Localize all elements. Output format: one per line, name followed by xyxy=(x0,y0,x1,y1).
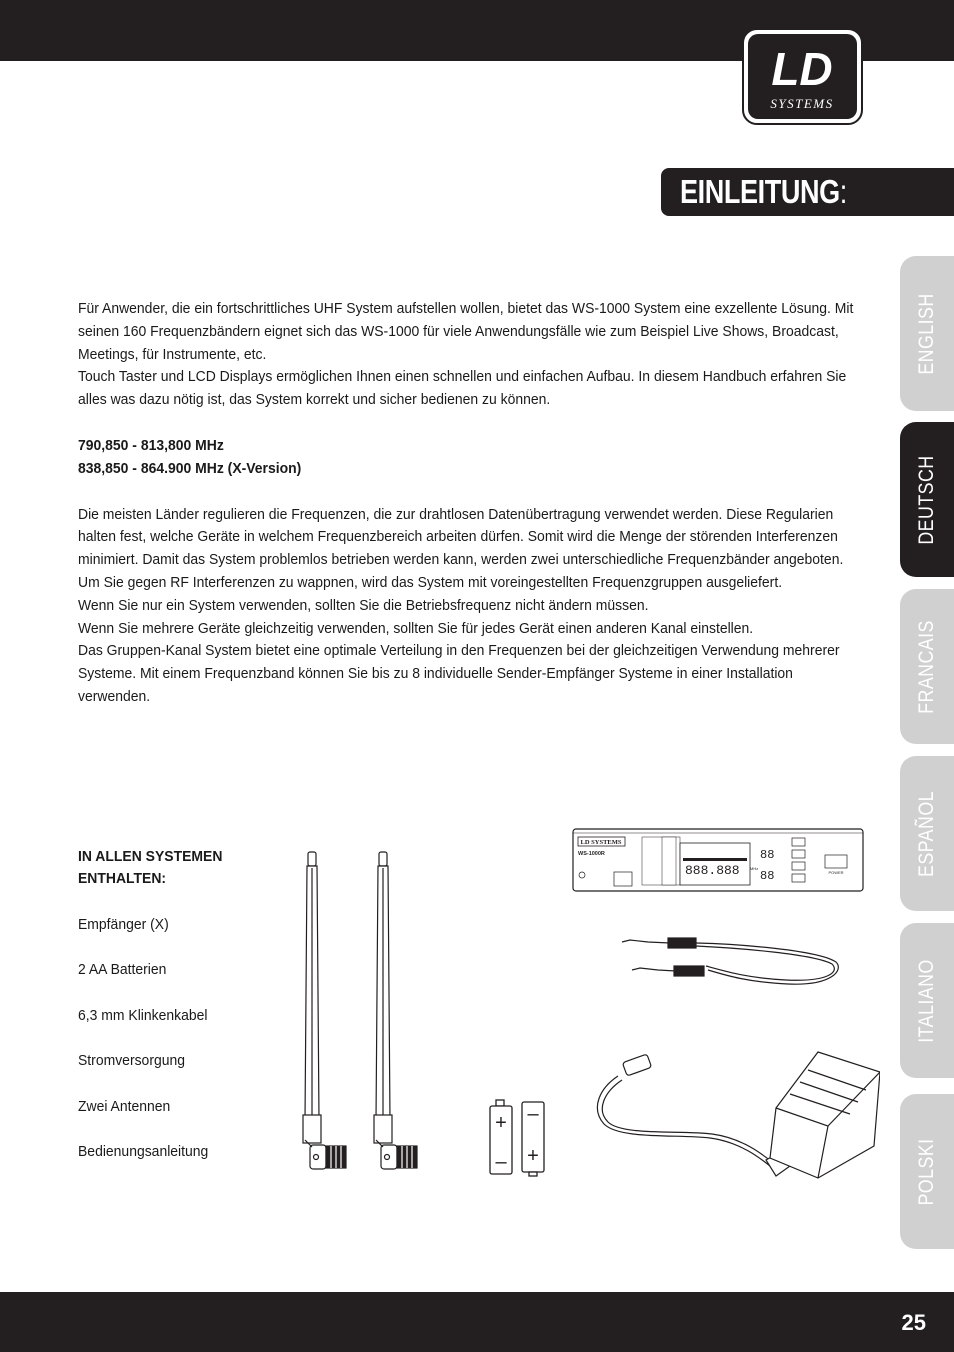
logo-main-text: LD xyxy=(771,43,833,95)
receiver-power-label: POWER xyxy=(828,870,844,875)
ld-systems-logo xyxy=(742,28,863,125)
receiver-lcd-main: 888.888 xyxy=(685,863,740,878)
receiver-model: WS-1000R xyxy=(578,851,605,857)
included-list xyxy=(78,846,222,1163)
receiver-brand: LD SYSTEMS xyxy=(580,839,622,846)
intro-paragraph-5: Wenn Sie mehrere Geräte gleichzeitig verwenden, sollten Sie für jedes Gerät einen anderen Kanal einstellen. xyxy=(78,619,754,637)
intro-paragraph-6: Das Gruppen-Kanal System bietet eine optimale Verteilung in den Frequenzen bei der gleichzeitigen Verwendung mehrerer Systeme. Mit einem Frequenzband können Sie bis zu 8 individuelle Sender-Empfänger Systeme in einer Installation verwenden. xyxy=(78,642,840,705)
intro-paragraph-3: Die meisten Länder regulieren die Frequenzen, die zur drahtlosen Datenübertragung verwendet werden. Diese Regularien halten fest, welche Geräte in welchem Frequenzbereich arbeiten dürfen. Somit wird die Menge der störenden Interferenzen minimiert. Damit das System problemlos betrieben werden kann, werden zwei unterschiedliche Frequenzbänder angeboten. Um Sie gegen RF Interferenzen zu wappnen, wird das System mit voreingestellten Frequenzgruppen ausgeliefert. xyxy=(78,505,844,591)
battery-minus-1: – xyxy=(495,1151,507,1173)
intro-paragraph-2: Touch Taster und LCD Displays ermöglichen Ihnen einen schnellen und einfachen Aufbau. In diesem Handbuch erfahren Sie alles was dazu nötig ist, das System korrekt und sicher bedienen zu können. xyxy=(78,368,847,409)
tab-deutsch[interactable]: DEUTSCH xyxy=(900,422,954,577)
frequency-range-1: 790,850 - 813,800 MHz xyxy=(78,436,224,454)
receiver-lcd-small-1: 88 xyxy=(760,848,775,862)
included-item: Empfänger (X) xyxy=(78,915,169,933)
tab-italiano[interactable]: ITALIANO xyxy=(900,923,954,1078)
jack-cable-illustration xyxy=(618,930,842,994)
included-item: Zwei Antennen xyxy=(78,1097,171,1115)
included-heading: IN ALLEN SYSTEMEN ENTHALTEN: xyxy=(78,848,223,887)
included-item: 2 AA Batterien xyxy=(78,961,167,978)
intro-paragraph-1: Für Anwender, die ein fortschrittliches UHF System aufstellen wollen, bietet das WS-1000 System eine exzellente Lösung. Mit seinen 160 Frequenzbändern eignet sich das WS-1000 für viele Anwendungsfälle wie zum Beispiel Live Shows, Broadcast, Meetings, für Instrumente, etc. xyxy=(78,300,854,363)
page-title: EINLEITUNG: xyxy=(680,173,847,210)
receiver-lcd-small-2: 88 xyxy=(760,869,775,883)
intro-text xyxy=(78,298,869,709)
included-item: Stromversorgung xyxy=(78,1052,186,1069)
tab-polski[interactable]: POLSKI xyxy=(900,1094,954,1249)
tab-francais[interactable]: FRANCAIS xyxy=(900,589,954,744)
included-item: 6,3 mm Klinkenkabel xyxy=(78,1006,208,1024)
batteries-illustration xyxy=(486,1098,548,1178)
bottom-bar xyxy=(0,1292,954,1352)
page-number: 25 xyxy=(901,1310,926,1335)
antenna-2 xyxy=(374,852,417,1169)
tab-espanol[interactable]: ESPAÑOL xyxy=(900,756,954,911)
logo-sub-text: SYSTEMS xyxy=(770,96,834,111)
battery-plus-2: + xyxy=(527,1145,539,1167)
battery-plus-1: + xyxy=(495,1112,507,1134)
power-supply-illustration xyxy=(590,1048,880,1186)
battery-minus-2: – xyxy=(527,1103,539,1125)
antennas-illustration xyxy=(296,850,446,1175)
receiver-freq-unit: MHz xyxy=(750,866,759,871)
intro-paragraph-4: Wenn Sie nur ein System verwenden, sollten Sie die Betriebsfrequenz nicht ändern müssen. xyxy=(78,596,649,614)
antenna-1 xyxy=(303,852,346,1169)
frequency-range-2: 838,850 - 864.900 MHz (X-Version) xyxy=(78,459,302,477)
included-item: Bedienungsanleitung xyxy=(78,1143,209,1160)
tab-english[interactable]: ENGLISH xyxy=(900,256,954,411)
receiver-illustration xyxy=(572,828,864,892)
